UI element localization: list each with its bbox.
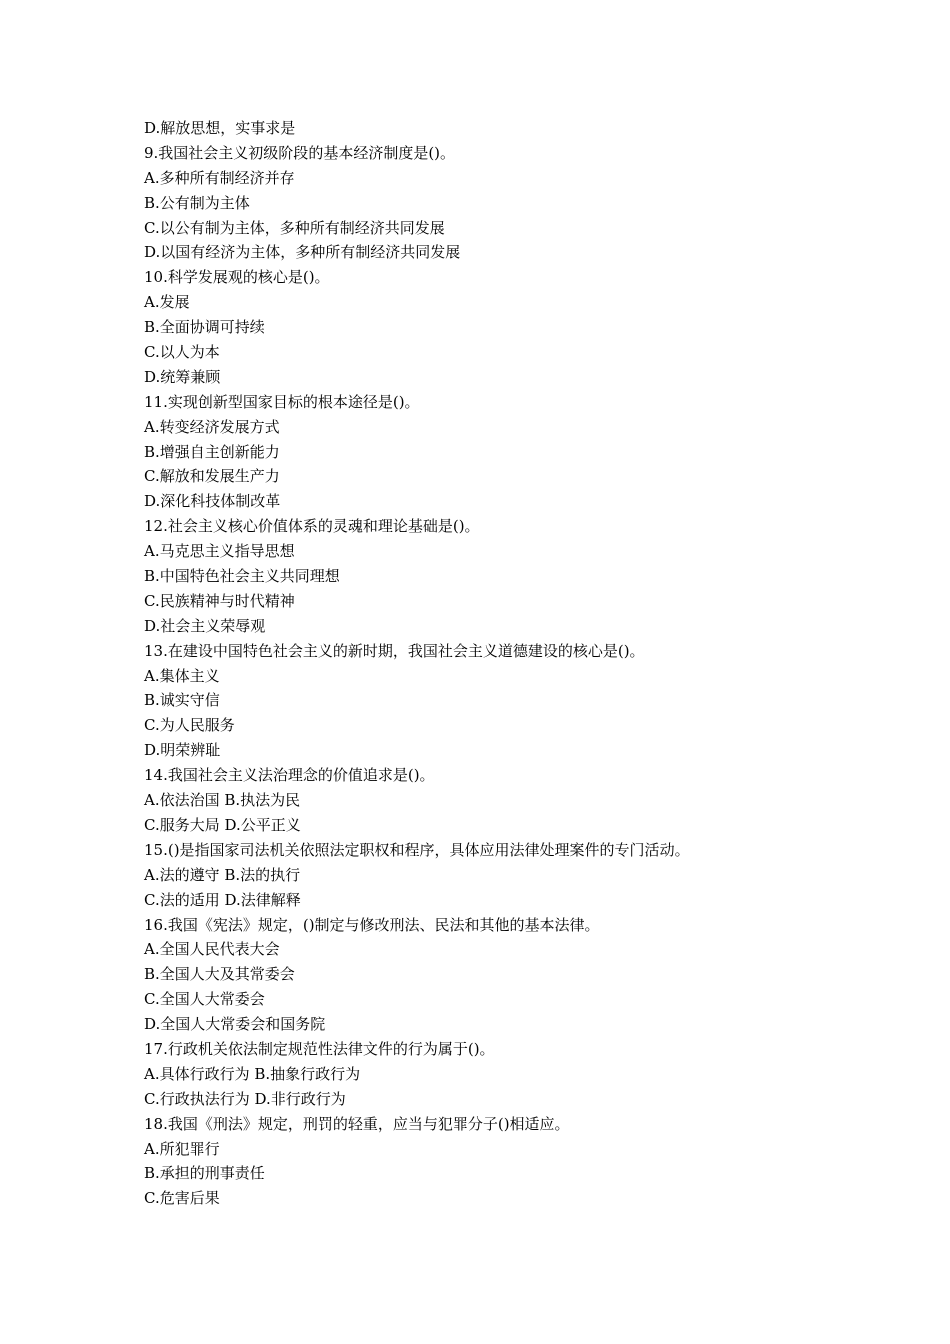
option-line: D.深化科技体制改革	[144, 492, 281, 511]
option-line: A.发展	[144, 293, 190, 312]
option-line: C.行政执法行为 D.非行政行为	[144, 1089, 346, 1108]
question-line: 16.我国《宪法》规定，()制定与修改刑法、民法和其他的基本法律。	[144, 915, 600, 934]
question-line: 9.我国社会主义初级阶段的基本经济制度是()。	[144, 143, 456, 162]
option-line: C.以人为本	[144, 343, 220, 362]
option-line: C.民族精神与时代精神	[144, 591, 295, 610]
option-line: C.服务大局 D.公平正义	[144, 815, 301, 834]
question-line: 12.社会主义核心价值体系的灵魂和理论基础是()。	[144, 517, 480, 536]
option-line: A.全国人民代表大会	[144, 940, 280, 959]
option-line: D.明荣辨耻	[144, 741, 221, 760]
option-line: D.解放思想，实事求是	[144, 119, 296, 137]
option-line: C.法的适用 D.法律解释	[144, 890, 301, 909]
option-line: D.以国有经济为主体，多种所有制经济共同发展	[144, 243, 461, 262]
question-line: 17.行政机关依法制定规范性法律文件的行为属于()。	[144, 1039, 495, 1058]
document-page	[144, 116, 864, 1211]
option-line: B.全面协调可持续	[144, 318, 265, 337]
option-line: C.解放和发展生产力	[144, 467, 280, 486]
question-line: 11.实现创新型国家目标的根本途径是()。	[144, 392, 420, 411]
question-line: 10.科学发展观的核心是()。	[144, 268, 330, 287]
option-line: A.马克思主义指导思想	[144, 542, 295, 561]
option-line: C.危害后果	[144, 1189, 220, 1208]
option-line: B.增强自主创新能力	[144, 442, 280, 461]
option-line: B.中国特色社会主义共同理想	[144, 567, 340, 586]
option-line: A.集体主义	[144, 666, 220, 685]
option-line: B.全国人大及其常委会	[144, 965, 295, 984]
option-line: A.所犯罪行	[144, 1139, 220, 1158]
option-line: A.转变经济发展方式	[144, 417, 280, 436]
option-line: B.诚实守信	[144, 691, 220, 710]
question-line: 13.在建设中国特色社会主义的新时期，我国社会主义道德建设的核心是()。	[144, 641, 645, 660]
option-line: B.承担的刑事责任	[144, 1164, 265, 1183]
option-line: D.统筹兼顾	[144, 367, 221, 386]
option-line: B.公有制为主体	[144, 193, 250, 212]
question-line: 15.()是指国家司法机关依照法定职权和程序，具体应用法律处理案件的专门活动。	[144, 840, 690, 859]
option-line: C.以公有制为主体，多种所有制经济共同发展	[144, 218, 445, 237]
option-line: C.全国人大常委会	[144, 990, 265, 1009]
question-line: 18.我国《刑法》规定，刑罚的轻重，应当与犯罪分子()相适应。	[144, 1114, 570, 1133]
option-line: A.多种所有制经济并存	[144, 168, 295, 187]
question-line: 14.我国社会主义法治理念的价值追求是()。	[144, 766, 435, 785]
option-line: A.法的遵守 B.法的执行	[144, 865, 301, 884]
option-line: D.社会主义荣辱观	[144, 616, 266, 635]
option-line: D.全国人大常委会和国务院	[144, 1015, 326, 1034]
option-line: A.具体行政行为 B.抽象行政行为	[144, 1064, 361, 1083]
option-line: C.为人民服务	[144, 716, 235, 735]
option-line: A.依法治国 B.执法为民	[144, 791, 301, 810]
